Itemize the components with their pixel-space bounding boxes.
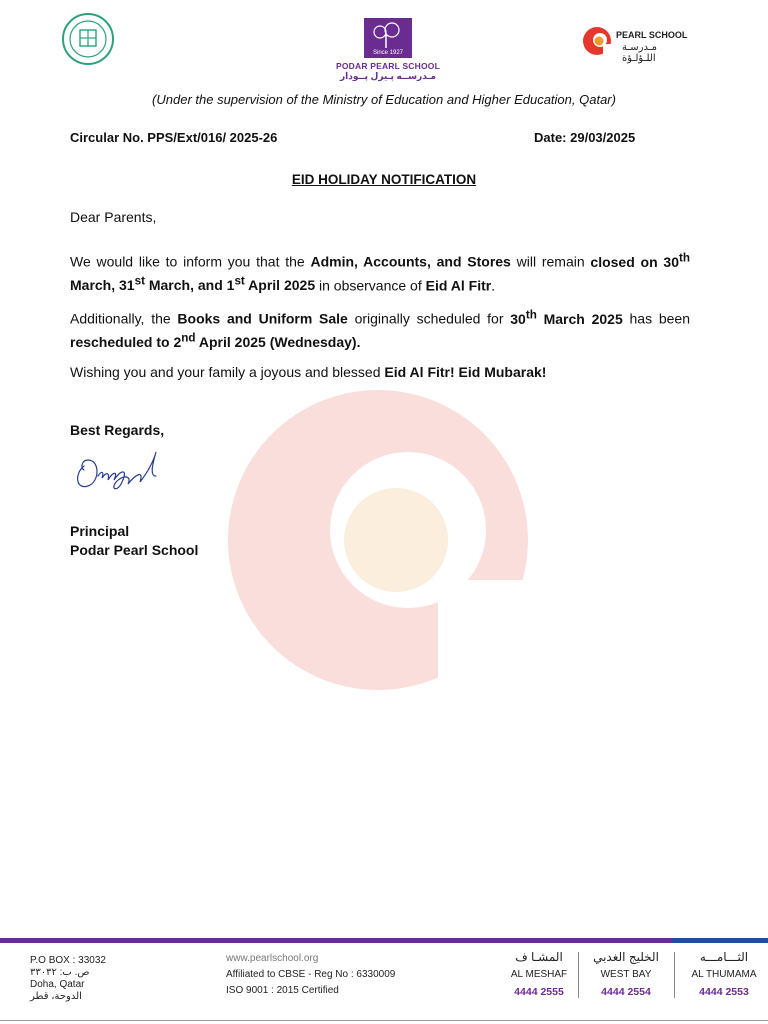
school-name-label: PODAR PEARL SCHOOL — [335, 61, 441, 71]
pearl-school-name: PEARL SCHOOL — [616, 30, 688, 40]
footer-divider — [0, 938, 768, 943]
branch-divider — [674, 952, 675, 998]
regards-line: Best Regards, — [70, 422, 165, 438]
po-box: P.O BOX : 33032 — [30, 955, 106, 966]
city-arabic: الدوحة، قطر — [30, 991, 82, 1002]
footer-address — [30, 955, 106, 1003]
cbse-emblem-icon — [56, 12, 120, 66]
signature-icon — [70, 446, 180, 498]
pearl-logo-icon — [582, 26, 612, 56]
pearl-school-arabic: مـدرسـة اللـؤلـؤة — [622, 42, 658, 64]
branch-divider — [578, 952, 579, 998]
website-link[interactable]: www.pearlschool.org — [226, 953, 319, 964]
podar-pearl-logo — [328, 18, 448, 84]
tree-logo-icon — [364, 18, 412, 58]
pearl-school-logo — [582, 24, 692, 64]
footer-bottom-rule — [0, 1020, 768, 1021]
since-label: Since 1927 — [372, 50, 404, 56]
school-name-arabic: مـدرســه پـيرل پــودار — [339, 71, 437, 81]
affiliation: Affiliated to CBSE - Reg No : 6330009 — [226, 969, 396, 980]
signatory — [70, 522, 198, 560]
supervision-line: (Under the supervision of the Ministry of Education and Higher Education, Qatar) — [152, 92, 616, 107]
paragraph-sale: Additionally, the Books and Uniform Sale originally scheduled for 30th March 2025 has been rescheduled to 2nd April 2025 (Wednesday). — [70, 308, 690, 351]
circular-date: Date: 29/03/2025 — [534, 130, 636, 145]
branch-west-bay: الخليج الغدبي WEST BAY 4444 2554 — [593, 950, 659, 998]
paragraph-closure: We would like to inform you that the Admin, Accounts, and Stores will remain closed on 30th March, 31st March, and 1st April 2025 in observance of Eid Al Fitr. — [70, 251, 690, 294]
circular-number: Circular No. PPS/Ext/016/ 2025-26 — [70, 130, 278, 145]
branch-al-thumama: الثـــامـــه AL THUMAMA 4444 2553 — [691, 950, 757, 998]
signatory-school: Podar Pearl School — [70, 542, 199, 558]
paragraph-wishes: Wishing you and your family a joyous and blessed Eid Al Fitr! Eid Mubarak! — [70, 364, 547, 380]
pearl-watermark-icon — [218, 380, 538, 700]
po-box-arabic: ص. ب: ٣٣٠٣٢ — [30, 967, 90, 978]
greeting: Dear Parents, — [70, 209, 157, 225]
iso-certification: ISO 9001 : 2015 Certified — [226, 985, 339, 996]
branch-al-meshaf: المشـا ف AL MESHAF 4444 2555 — [510, 950, 568, 998]
city: Doha, Qatar — [30, 979, 85, 990]
footer-info — [226, 953, 395, 997]
signatory-title: Principal — [70, 523, 130, 539]
notice-heading: EID HOLIDAY NOTIFICATION — [291, 172, 477, 187]
